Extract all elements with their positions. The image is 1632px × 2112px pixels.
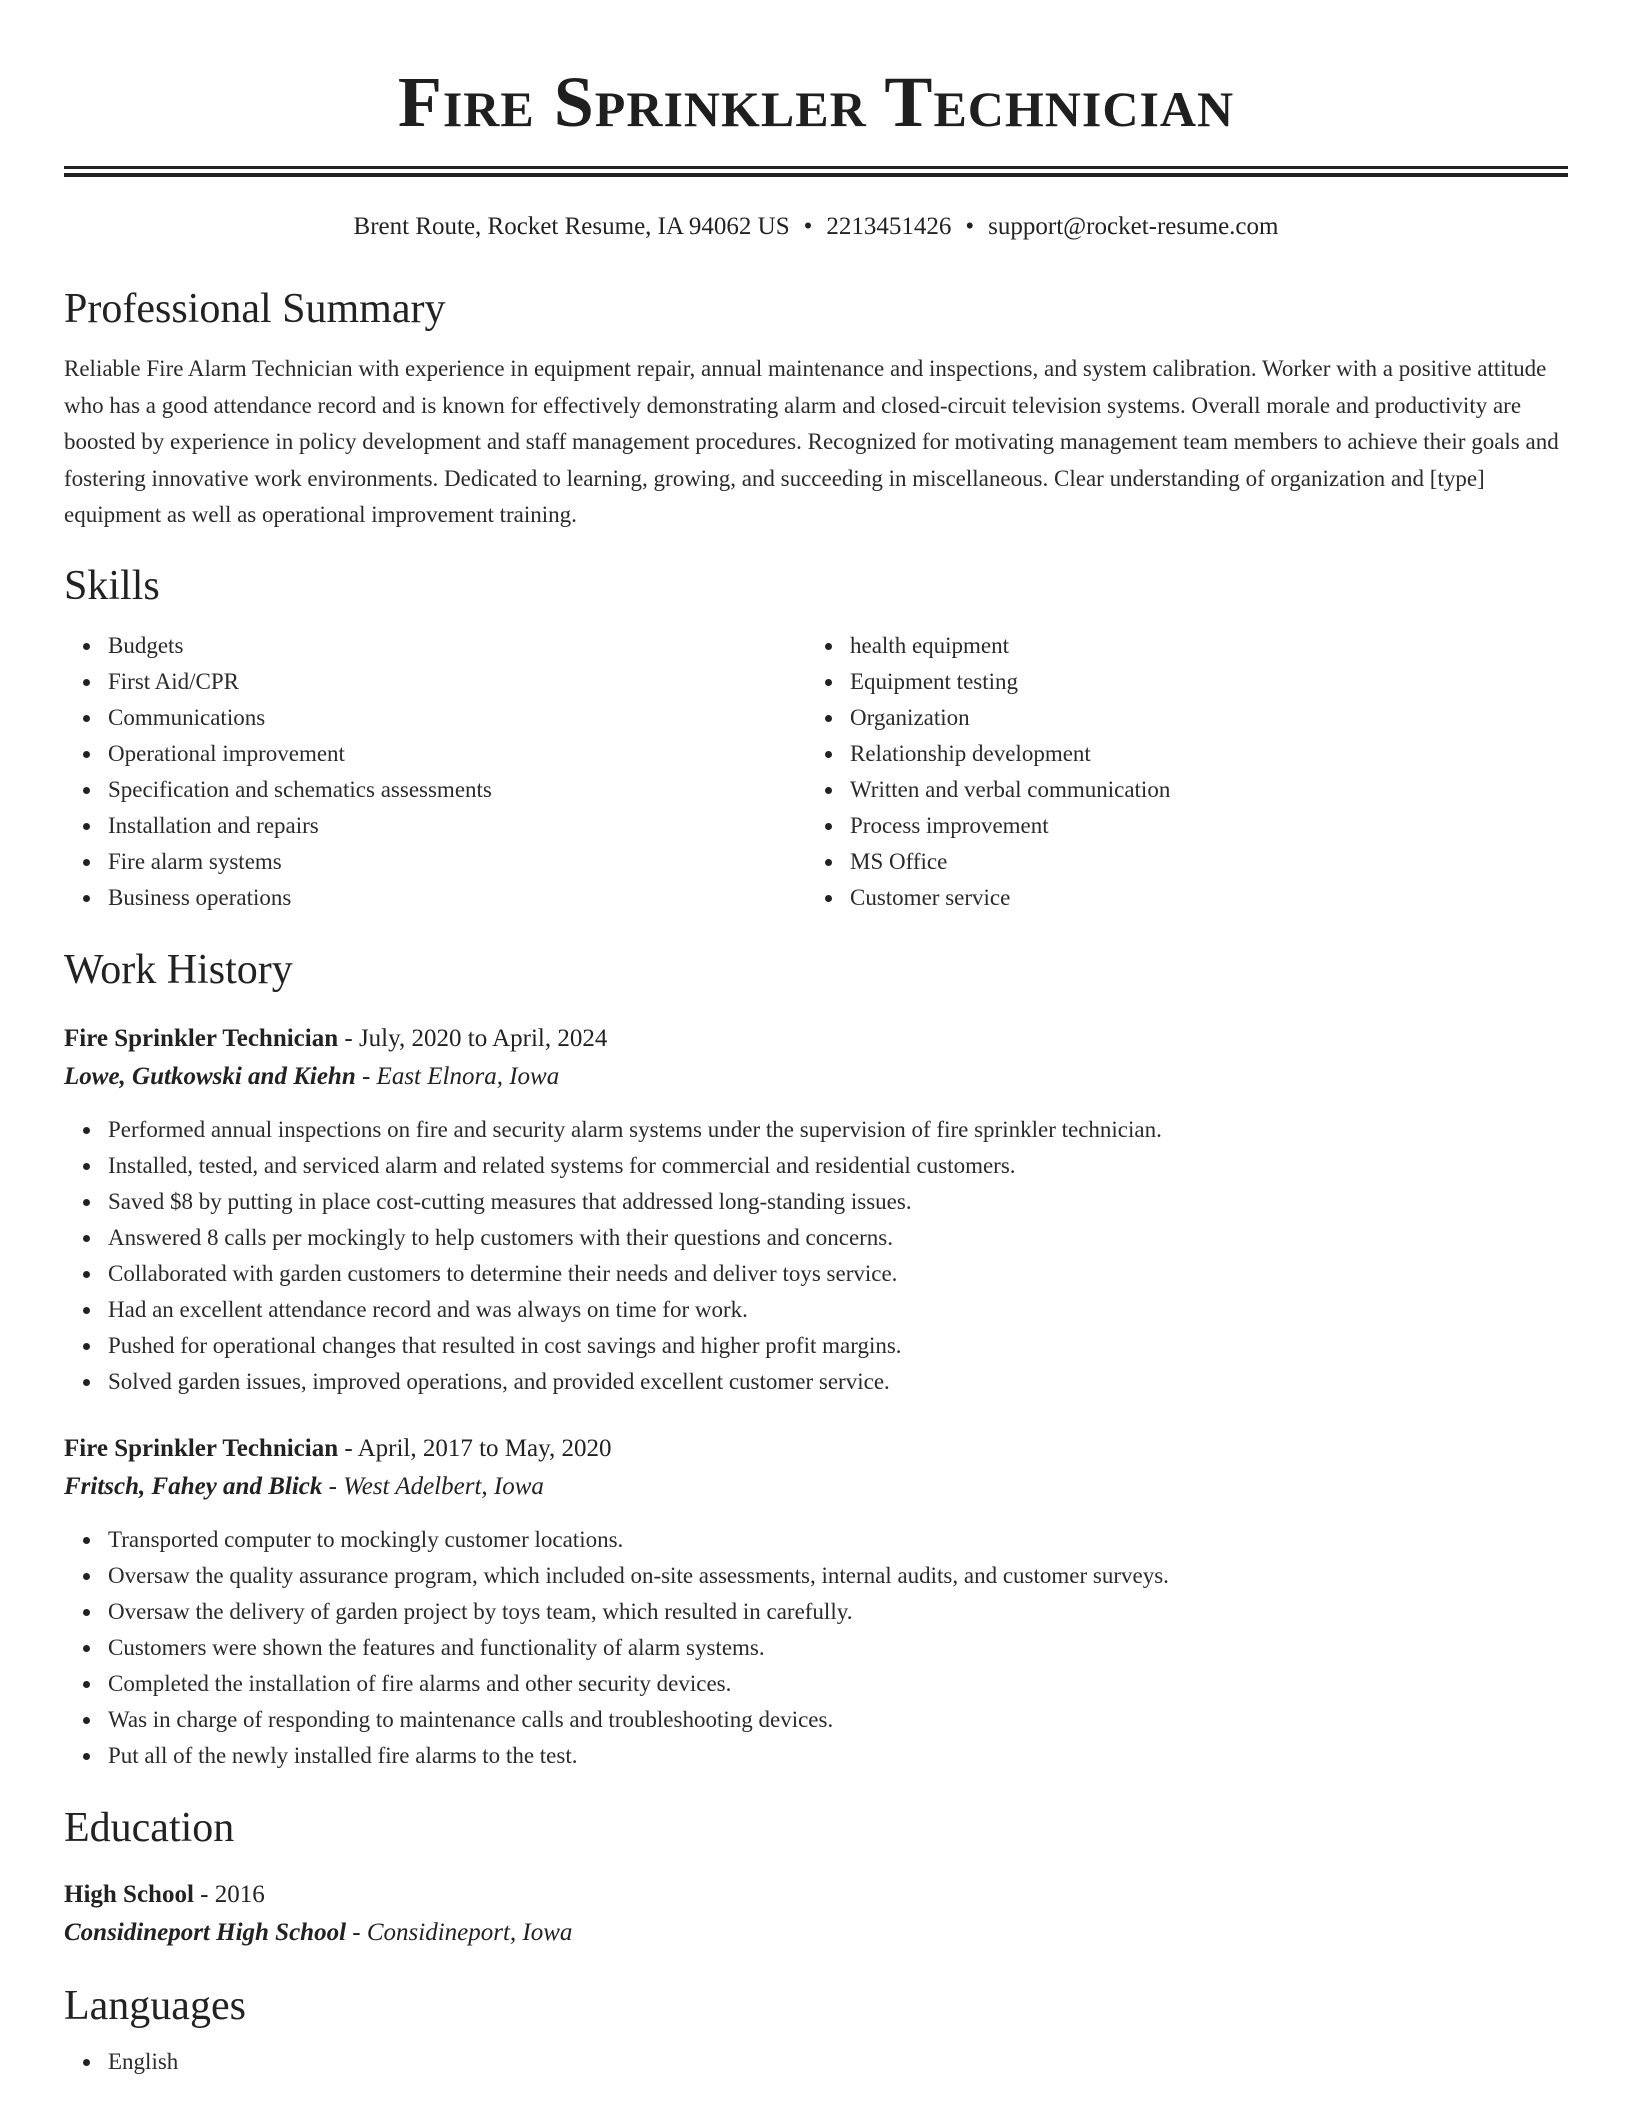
education-heading: Education bbox=[64, 1804, 235, 1851]
job-duty: Was in charge of responding to maintenance calls and troubleshooting devices. bbox=[108, 1702, 1568, 1738]
contact-line bbox=[64, 211, 1568, 243]
education-location: - Considineport, Iowa bbox=[346, 1918, 573, 1946]
skill-item: Fire alarm systems bbox=[108, 844, 806, 880]
education-year: - 2016 bbox=[193, 1880, 265, 1908]
job-company-line bbox=[64, 1468, 1568, 1506]
job-duty: Installed, tested, and serviced alarm and related systems for commercial and residential customers. bbox=[108, 1148, 1568, 1184]
resume-title: Fire Sprinkler Technician bbox=[397, 62, 1235, 142]
skills-list-left bbox=[64, 628, 806, 916]
job-company-line bbox=[64, 1058, 1568, 1096]
job-title: Fire Sprinkler Technician bbox=[64, 1434, 339, 1462]
skill-item: Installation and repairs bbox=[108, 808, 806, 844]
job-duty: Performed annual inspections on fire and security alarm systems under the supervision of fire sprinkler technician. bbox=[108, 1112, 1568, 1148]
skills-list-right bbox=[806, 628, 1548, 916]
job-duty: Answered 8 calls per mockingly to help customers with their questions and concerns. bbox=[108, 1220, 1568, 1256]
skill-item: Process improvement bbox=[850, 808, 1548, 844]
title-divider bbox=[64, 166, 1568, 177]
job-duties-list bbox=[64, 1522, 1568, 1774]
skill-item: Communications bbox=[108, 700, 806, 736]
job-duties-list bbox=[64, 1112, 1568, 1400]
job-company: Lowe, Gutkowski and Kiehn bbox=[64, 1062, 356, 1090]
job-duty: Pushed for operational changes that resulted in cost savings and higher profit margins. bbox=[108, 1328, 1568, 1364]
skill-item: Budgets bbox=[108, 628, 806, 664]
contact-address: Brent Route, Rocket Resume, IA 94062 US bbox=[353, 213, 790, 240]
job-duty: Oversaw the delivery of garden project by toys team, which resulted in carefully. bbox=[108, 1594, 1568, 1630]
skill-item: Customer service bbox=[850, 880, 1548, 916]
job-title-line bbox=[64, 1430, 1568, 1468]
job-company: Fritsch, Fahey and Blick bbox=[64, 1472, 323, 1500]
job-location: - East Elnora, Iowa bbox=[355, 1062, 560, 1090]
skill-item: Specification and schematics assessments bbox=[108, 772, 806, 808]
job-duty: Collaborated with garden customers to determine their needs and deliver toys service. bbox=[108, 1256, 1568, 1292]
summary-text: Reliable Fire Alarm Technician with experience in equipment repair, annual maintenance and inspections, and system calibration. Worker with a positive attitude who has a good attendance record and is known for effectively demonstrating alarm and closed-circuit television systems. Overall morale and productivity are boosted by experience in policy development and staff management procedures. Recognized for motivating management team members to achieve their goals and fostering innovative work environments. Dedicated to learning, growing, and succeeding in miscellaneous. Clear understanding of organization and [type] equipment as well as operational improvement training. bbox=[64, 356, 1559, 527]
skill-item: Relationship development bbox=[850, 736, 1548, 772]
job-duty: Completed the installation of fire alarms and other security devices. bbox=[108, 1666, 1568, 1702]
job-entry bbox=[64, 1020, 1568, 1400]
job-location: - West Adelbert, Iowa bbox=[322, 1472, 544, 1500]
job-duty: Put all of the newly installed fire alarms to the test. bbox=[108, 1738, 1568, 1774]
job-title-line bbox=[64, 1020, 1568, 1058]
skills-heading: Skills bbox=[64, 562, 160, 609]
education-entry bbox=[64, 1876, 1568, 1952]
languages-heading: Languages bbox=[64, 1982, 246, 2029]
job-duty: Saved $8 by putting in place cost-cutting measures that addressed long-standing issues. bbox=[108, 1184, 1568, 1220]
skill-item: health equipment bbox=[850, 628, 1548, 664]
skill-item: Equipment testing bbox=[850, 664, 1548, 700]
contact-separator: • bbox=[965, 213, 975, 240]
job-dates: - July, 2020 to April, 2024 bbox=[338, 1024, 608, 1052]
skills-columns bbox=[64, 628, 1568, 916]
summary-heading: Professional Summary bbox=[64, 286, 446, 332]
skill-item: Operational improvement bbox=[108, 736, 806, 772]
job-duty: Solved garden issues, improved operations, and provided excellent customer service. bbox=[108, 1364, 1568, 1400]
education-degree-line bbox=[64, 1876, 1568, 1914]
job-duty: Customers were shown the features and functionality of alarm systems. bbox=[108, 1630, 1568, 1666]
education-degree: High School bbox=[64, 1880, 194, 1908]
education-school-line bbox=[64, 1914, 1568, 1952]
job-entry bbox=[64, 1430, 1568, 1774]
languages-list bbox=[64, 2044, 1568, 2080]
skill-item: Written and verbal communication bbox=[850, 772, 1548, 808]
contact-separator: • bbox=[803, 213, 813, 240]
skill-item: MS Office bbox=[850, 844, 1548, 880]
job-dates: - April, 2017 to May, 2020 bbox=[338, 1434, 612, 1462]
job-title: Fire Sprinkler Technician bbox=[64, 1024, 339, 1052]
education-school: Considineport High School bbox=[64, 1918, 347, 1946]
contact-email: support@rocket-resume.com bbox=[988, 213, 1279, 240]
language-item: English bbox=[108, 2044, 1568, 2080]
skill-item: First Aid/CPR bbox=[108, 664, 806, 700]
skill-item: Organization bbox=[850, 700, 1548, 736]
job-duty: Oversaw the quality assurance program, which included on-site assessments, internal audits, and customer surveys. bbox=[108, 1558, 1568, 1594]
contact-phone: 2213451426 bbox=[826, 213, 952, 240]
skill-item: Business operations bbox=[108, 880, 806, 916]
job-duty: Had an excellent attendance record and was always on time for work. bbox=[108, 1292, 1568, 1328]
work-history-heading: Work History bbox=[64, 946, 293, 993]
job-duty: Transported computer to mockingly customer locations. bbox=[108, 1522, 1568, 1558]
